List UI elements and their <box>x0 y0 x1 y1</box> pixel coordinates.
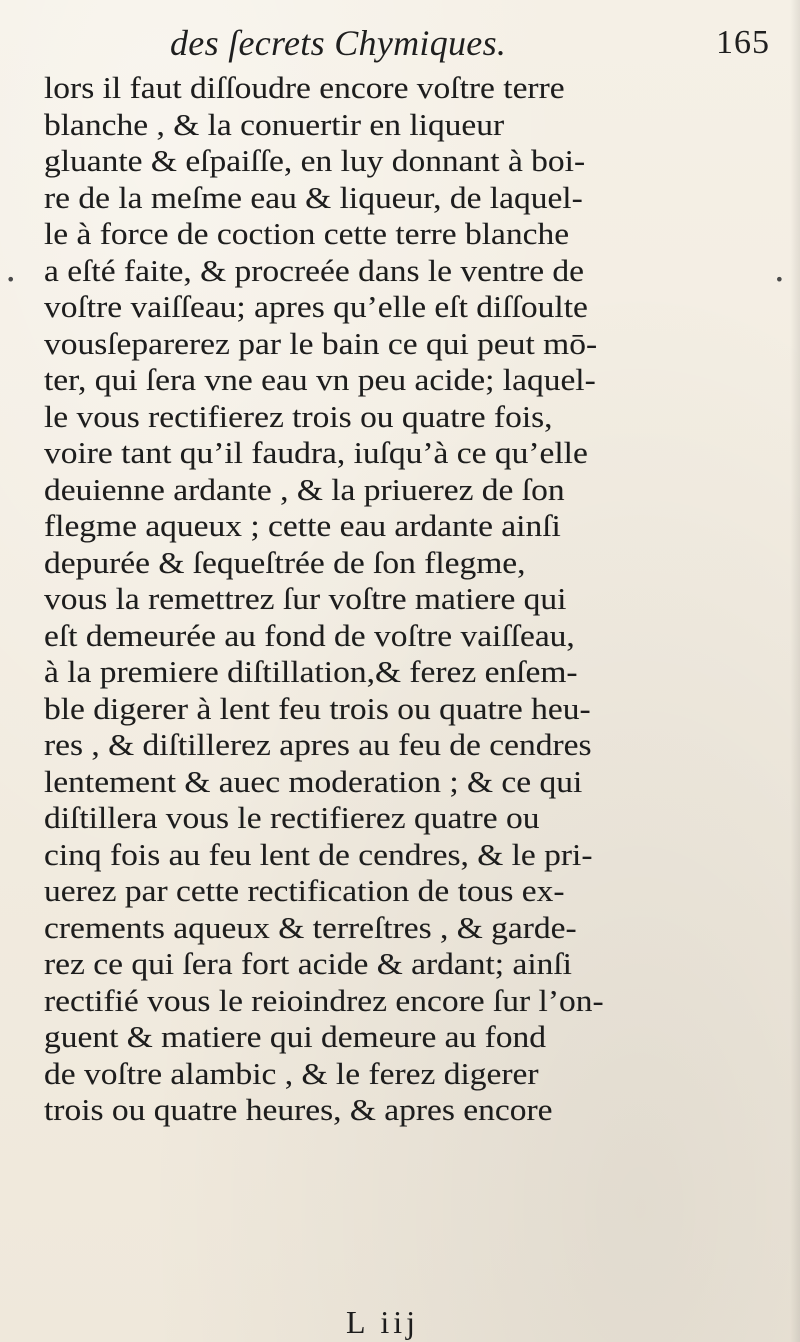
text-line: depurée & ſequeſtrée de ſon flegme, <box>44 544 526 580</box>
text-line: ter, qui ſera vne eau vn peu acide; laquel- <box>44 362 596 397</box>
text-line: le vous rectifierez trois ou quatre fois, <box>44 398 553 434</box>
text-line: crements aqueux & terreſtres , & garde- <box>44 909 577 945</box>
text-line: deuienne ardante , & la priuerez de ſon <box>44 471 565 507</box>
signature-mark: L iij <box>346 1304 420 1340</box>
text-line: uerez par cette rectification de tous ex- <box>44 873 565 908</box>
text-line: flegme aqueux ; cette eau ardante ainſi <box>44 508 561 543</box>
text-line: voire tant qu’il faudra, iuſqu’à ce qu’elle <box>44 435 588 470</box>
page-number: 165 <box>716 24 770 61</box>
text-line: guent & matiere qui demeure au fond <box>44 1019 547 1054</box>
text-line: vous la remettrez ſur voſtre matiere qui <box>44 581 567 616</box>
text-line: trois ou quatre heures, & apres encore <box>44 1092 553 1127</box>
body-text <box>44 70 784 1129</box>
running-title: des ſecrets Chymiques. <box>170 23 507 63</box>
text-line: lentement & auec moderation ; & ce qui <box>44 763 583 799</box>
text-line: rectifié vous le reioindrez encore ſur l’on- <box>44 982 604 1018</box>
text-line: diſtillera vous le rectifierez quatre ou <box>44 800 540 835</box>
text-line: blanche , & la conuertir en liqueur <box>44 106 505 142</box>
text-line: le à force de coction cette terre blanche <box>44 216 570 251</box>
text-line: eſt demeurée au fond de voſtre vaiſſeau, <box>44 617 575 653</box>
text-line: lors il faut diſſoudre encore voſtre terre <box>44 70 565 105</box>
text-line: res , & diſtillerez apres au feu de cendres <box>44 727 592 762</box>
margin-mark-left-icon: • <box>6 270 16 289</box>
text-line: rez ce qui ſera fort acide & ardant; ainſi <box>44 946 572 981</box>
page-header <box>0 10 800 70</box>
text-line: de voſtre alambic , & le ferez digerer <box>44 1055 539 1091</box>
text-line: re de la meſme eau & liqueur, de laquel- <box>44 179 583 215</box>
text-line: vousſeparerez par le bain ce qui peut mō- <box>44 325 598 361</box>
text-line: ble digerer à lent feu trois ou quatre heu- <box>44 690 591 726</box>
text-line: à la premiere diſtillation,& ferez enſem- <box>44 654 578 689</box>
text-line: voſtre vaiſſeau; apres qu’elle eſt diſſoulte <box>44 289 588 324</box>
text-line: a eſté faite, & procreée dans le ventre de <box>44 252 585 288</box>
text-line: cinq fois au feu lent de cendres, & le pri- <box>44 836 593 872</box>
text-line: gluante & eſpaiſſe, en luy donnant à boi- <box>44 143 586 178</box>
margin-mark-right-icon: • <box>774 270 784 289</box>
